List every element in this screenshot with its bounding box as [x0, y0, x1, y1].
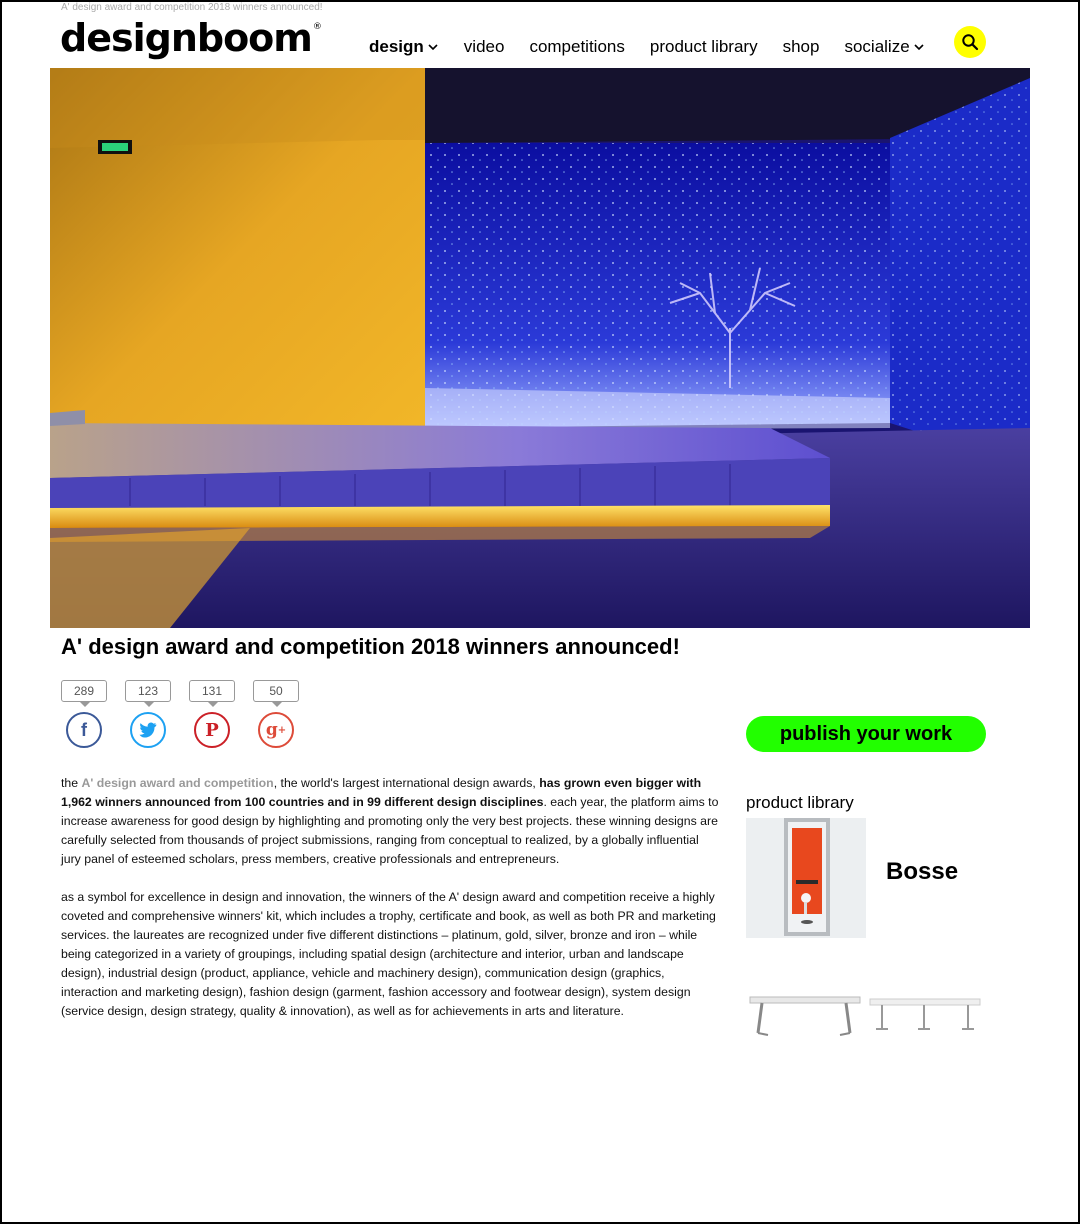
nav-item-competitions[interactable]: [529, 37, 624, 57]
text-span: , the world's largest international design awards,: [273, 776, 540, 790]
main-nav: [369, 37, 950, 57]
facebook-icon[interactable]: f: [66, 712, 102, 748]
product-library-title: product library: [746, 793, 854, 812]
google-plus-icon[interactable]: g +: [258, 712, 294, 748]
twitter-bird-icon: [139, 722, 157, 738]
article-body: [61, 774, 721, 1040]
nav-item-product-library[interactable]: [650, 37, 758, 57]
twitter-icon[interactable]: [130, 712, 166, 748]
nav-label: video: [463, 37, 505, 56]
hero-image: [50, 68, 1030, 628]
article-paragraph: as a symbol for excellence in design and innovation, the winners of the A' design award and competition receive a highly coveted and comprehensive winners' kit, which includes a trophy, certificate and book, as well as both PR and marketing services. the laureates are recognized under five different distinctions – platinum, gold, silver, bronze and iron – while being categorized in a variety of groupings, including spatial design (architecture and interior, urban and landscape design), industrial design (product, appliance, vehicle and machinery design), communication design (graphics, interaction and marketing design), fashion design (garment, fashion accessory and footwear design), system design (service design, design strategy, quality & innovation), as well as for achievements in arts and literature.: [61, 890, 716, 1018]
page-breadcrumb: A' design award and competition 2018 winners announced!: [61, 2, 323, 13]
site-logo[interactable]: [60, 16, 321, 60]
hero-illustration: [50, 68, 1030, 628]
text-span: the: [61, 776, 82, 790]
product-brand: Bosse: [886, 858, 959, 885]
share-count: 50: [253, 680, 299, 702]
chevron-down-icon: [913, 42, 925, 52]
share-twitter[interactable]: [125, 680, 173, 748]
search-icon: [961, 33, 979, 51]
share-facebook[interactable]: [61, 680, 109, 748]
share-google-plus[interactable]: [253, 680, 301, 748]
product-card-tables[interactable]: [746, 985, 986, 1045]
nav-item-shop[interactable]: [783, 37, 820, 57]
share-count: 131: [189, 680, 235, 702]
share-count: 289: [61, 680, 107, 702]
chevron-down-icon: [427, 42, 439, 52]
publish-button[interactable]: publish your work: [746, 716, 986, 752]
text-span: . each year, the platform aims to increase awareness for good design by highlighting and promoting only the very best projects. these winning designs are carefully selected from thousands of project submissions, ranging from conceptual to realized, by a globally influential jury panel of esteemed scholars, press members, creative professionals and entrepreneurs.: [61, 795, 719, 866]
logo-text: designboom: [60, 16, 312, 60]
nav-item-socialize[interactable]: [844, 37, 924, 57]
nav-label: shop: [782, 37, 820, 56]
nav-item-video[interactable]: [464, 37, 505, 57]
nav-label: product library: [649, 37, 758, 56]
registered-mark: ®: [312, 22, 321, 32]
share-count: 123: [125, 680, 171, 702]
nav-label: design: [369, 37, 424, 56]
pinterest-icon[interactable]: P: [194, 712, 230, 748]
highlight-text: has grown even bigger with 1,962 winners announced from 100 countries and in 99 different design disciplines: [61, 776, 702, 809]
tables-image: [746, 985, 986, 1045]
article-paragraph: [61, 774, 721, 869]
article-title: A' design award and competition 2018 winners announced!: [61, 634, 680, 659]
nav-label: socialize: [844, 37, 910, 56]
search-button[interactable]: [954, 26, 986, 58]
nav-label: competitions: [529, 37, 625, 56]
share-pinterest[interactable]: [189, 680, 237, 748]
competition-link[interactable]: A' design award and competition: [81, 776, 274, 790]
nav-item-design[interactable]: [369, 37, 439, 57]
product-card-bosse[interactable]: [746, 818, 986, 938]
